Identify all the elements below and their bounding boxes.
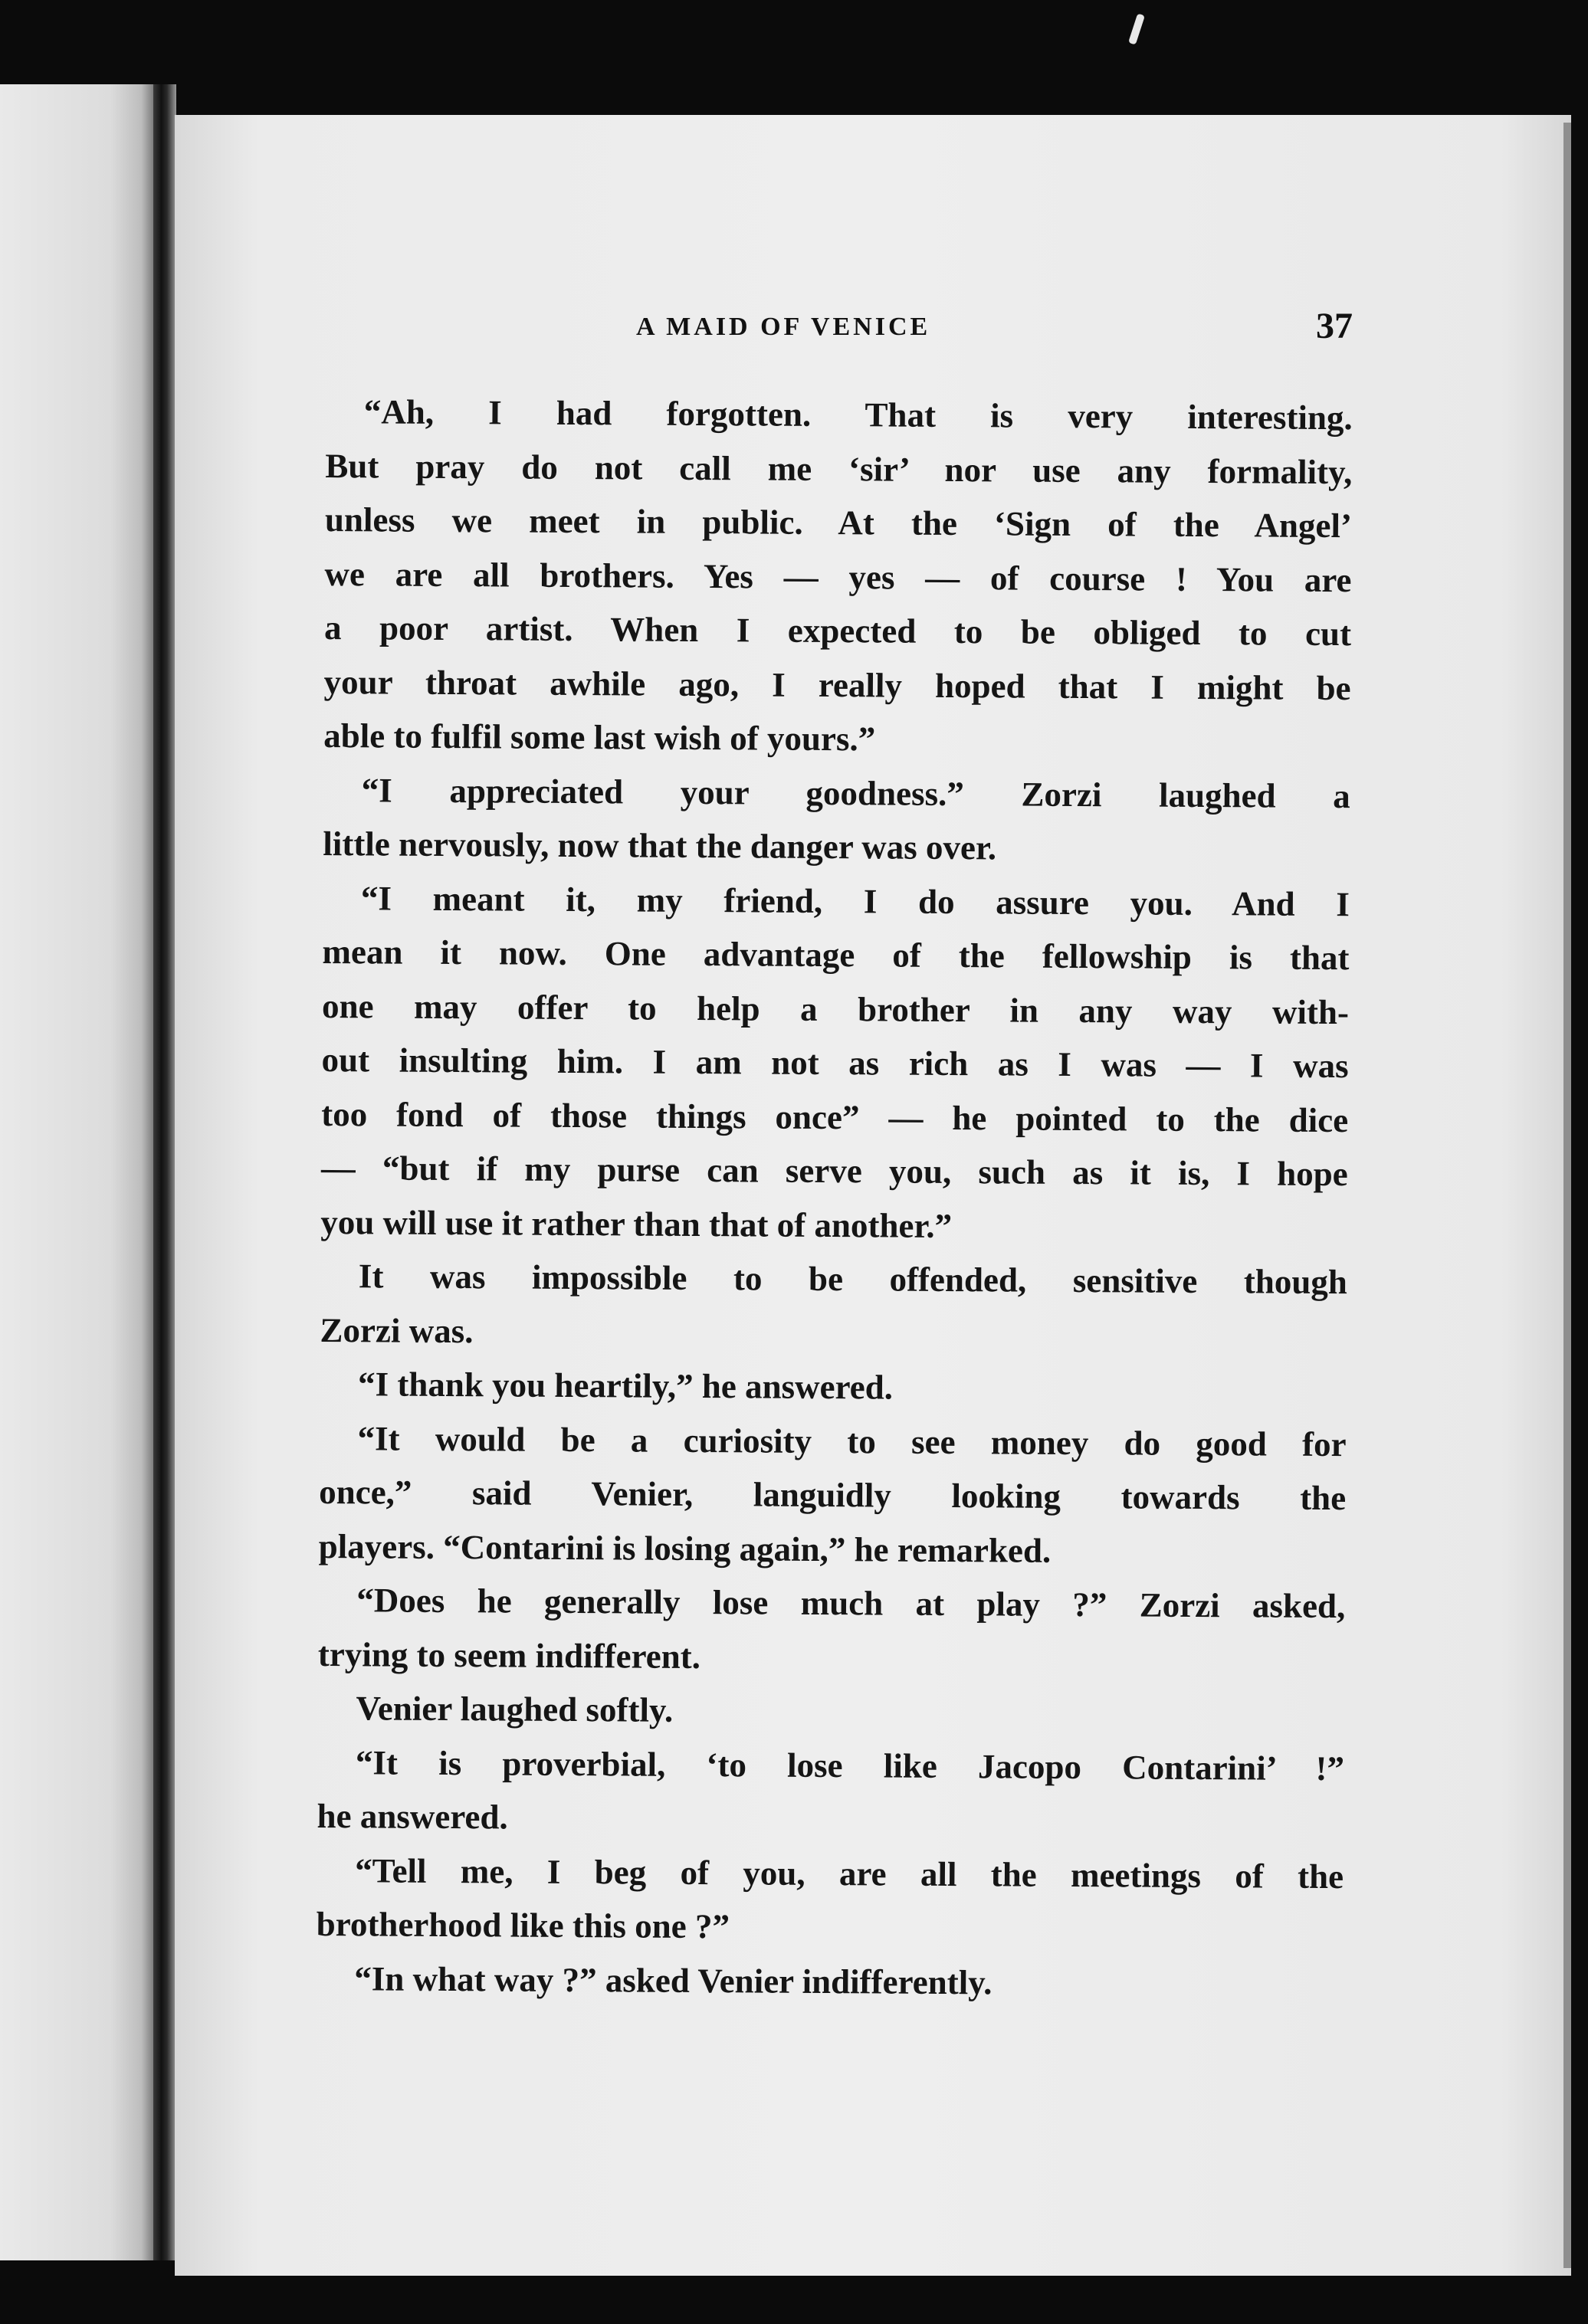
text-line: players. “Contarini is losing again,” he remarked. (318, 1526, 1052, 1570)
page-number: 37 (1316, 306, 1353, 346)
text-line: It was impossible to be offended, sensitive though (358, 1257, 1348, 1302)
text-line: “In what way ?” asked Venier indifferently. (354, 1959, 992, 2001)
text-line: Zorzi was. (320, 1310, 474, 1350)
text-line: Venier laughed softly. (356, 1689, 674, 1729)
text-line: one may offer to help a brother in any way with- (321, 986, 1350, 1031)
text-line: “It is proverbial, ‘to lose like Jacopo Contarini’ !” (355, 1742, 1345, 1788)
text-line: he answered. (317, 1796, 508, 1837)
ink-mark (1128, 13, 1145, 44)
text-line: trying to seem indifferent. (317, 1634, 701, 1676)
text-line: you will use it rather than that of another.” (320, 1202, 953, 1245)
text-line: — “but if my purse can serve you, such as it is, I hope (320, 1148, 1348, 1194)
text-line: little nervously, now that the danger was over. (323, 824, 997, 867)
text-line: “Does he generally lose much at play ?” Zorzi asked, (356, 1581, 1346, 1626)
text-line: “Ah, I had forgotten. That is very interesting. (363, 392, 1353, 438)
book-gutter (153, 84, 176, 2260)
text-line: too fond of those things once” — he pointed to the dice (321, 1094, 1349, 1139)
text-line: “Tell me, I beg of you, are all the meetings of the (355, 1850, 1344, 1896)
text-line: a poor artist. When I expected to be obliged to cut (323, 608, 1352, 654)
text-line: brotherhood like this one ?” (316, 1904, 730, 1946)
text-line: “I meant it, my friend, I do assure you. And I (360, 878, 1350, 923)
text-line: once,” said Venier, languidly looking towards the (319, 1472, 1347, 1518)
text-line: “It would be a curiosity to see money do good for (357, 1418, 1347, 1464)
text-line: mean it now. One advantage of the fellowship is that (322, 932, 1350, 978)
page-right-edge (1563, 123, 1571, 2268)
page-header (636, 305, 1353, 359)
text-line: your throat awhile ago, I really hoped that I might be (323, 662, 1351, 707)
text-line: we are all brothers. Yes — yes — of course ! You are (324, 554, 1352, 599)
text-line: But pray do not call me ‘sir’ nor use any formality, (325, 446, 1353, 491)
text-line: unless we meet in public. At the ‘Sign of the Angel’ (324, 500, 1353, 546)
text-line: “I thank you heartily,” he answered. (357, 1365, 894, 1407)
text-line: able to fulfil some last wish of yours.” (323, 716, 876, 759)
text-line: out insulting him. I am not as rich as I was — I was (321, 1040, 1349, 1086)
running-head: A MAID OF VENICE (636, 313, 931, 341)
body-text (316, 385, 1353, 2038)
facing-page-edge (0, 84, 157, 2260)
text-line: “I appreciated your goodness.” Zorzi laughed a (361, 770, 1350, 815)
